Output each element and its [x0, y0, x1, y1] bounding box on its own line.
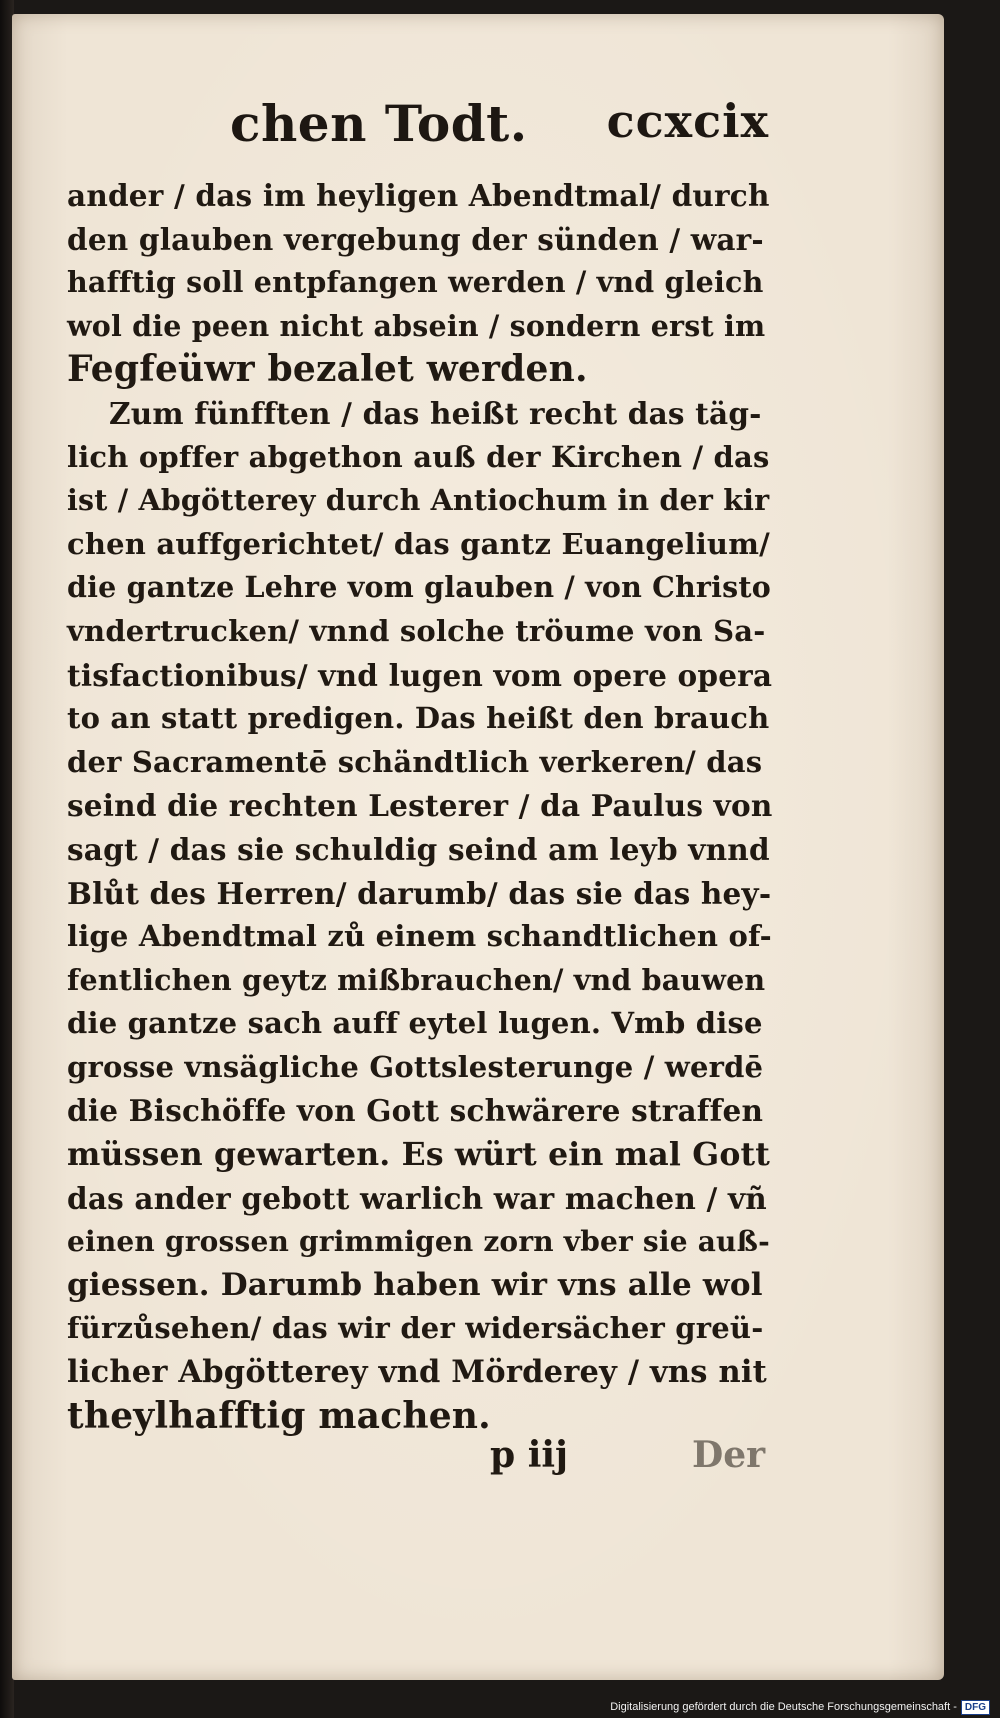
text-line: ist / Abgötterey durch Antiochum in der kir	[67, 483, 770, 518]
text-line: Blůt des Herren/ darumb/ das sie das hey-	[67, 875, 772, 911]
text-line: seind die rechten Lesterer / da Paulus von	[67, 788, 773, 824]
text-line: theylhafftig machen.	[67, 1394, 491, 1437]
folio-number: ccxcix	[606, 94, 769, 148]
text-line: Fegfeüwr bezalet werden.	[67, 348, 588, 391]
text-line: den glauben vergebung der sünden / war-	[67, 221, 764, 257]
text-line: Zum fünfften / das heißt recht das täg-	[109, 395, 762, 431]
digitization-credit	[610, 1699, 990, 1715]
text-line: die Bischöffe von Gott schwärere straffen	[67, 1093, 764, 1129]
signature-mark: p iij	[490, 1434, 569, 1476]
text-line: lige Abendtmal zů einem schandtlichen of-	[67, 919, 772, 954]
text-line: die gantze sach auff eytel lugen. Vmb dise	[67, 1006, 763, 1041]
text-line: müssen gewarten. Es würt ein mal Gott	[67, 1136, 771, 1174]
text-block	[67, 174, 772, 1438]
text-line: ander / das im heyligen Abendtmal/ durch	[67, 178, 770, 213]
text-line: fentlichen geytz mißbrauchen/ vnd bauwen	[67, 962, 766, 997]
text-line: fürzůsehen/ das wir der widersächer greü-	[67, 1311, 764, 1346]
text-line: hafftig soll entpfangen werden / vnd gleich	[67, 265, 764, 300]
text-line: giessen. Darumb haben wir vns alle wol	[67, 1266, 763, 1303]
text-line: lich opffer abgethon auß der Kirchen / das	[67, 439, 770, 474]
text-line: grosse vnsägliche Gottslesterunge / werdē	[67, 1049, 764, 1084]
text-line: wol die peen nicht absein / sondern erst im	[67, 308, 766, 343]
dfg-logo: DFG	[961, 1700, 990, 1715]
text-line: einen grossen grimmigen zorn vber sie auß-	[67, 1225, 770, 1259]
catchword: Der	[692, 1434, 766, 1476]
text-line: chen auffgerichtet/ das gantz Euangelium/	[67, 526, 770, 561]
page-header	[12, 94, 944, 164]
text-line: tisfactionibus/ vnd lugen vom opere opera	[67, 657, 773, 693]
running-head: chen Todt.	[230, 94, 528, 153]
text-line: vndertrucken/ vnnd solche tröume von Sa-	[67, 613, 766, 648]
text-line: die gantze Lehre vom glauben / von Christo	[67, 570, 771, 605]
credit-text: Digitalisierung gefördert durch die Deutsche Forschungsgemeinschaft -	[610, 1701, 957, 1713]
text-line: sagt / das sie schuldig seind am leyb vnnd	[67, 831, 770, 867]
text-line: licher Abgötterey vnd Mörderey / vns nit	[67, 1354, 767, 1391]
text-line: der Sacramentē schändtlich verkeren/ das	[67, 744, 763, 779]
book-page	[12, 14, 944, 1680]
text-line: das ander gebott warlich war machen / vñ	[67, 1180, 767, 1216]
text-line: to an statt predigen. Das heißt den brauch	[67, 701, 770, 736]
